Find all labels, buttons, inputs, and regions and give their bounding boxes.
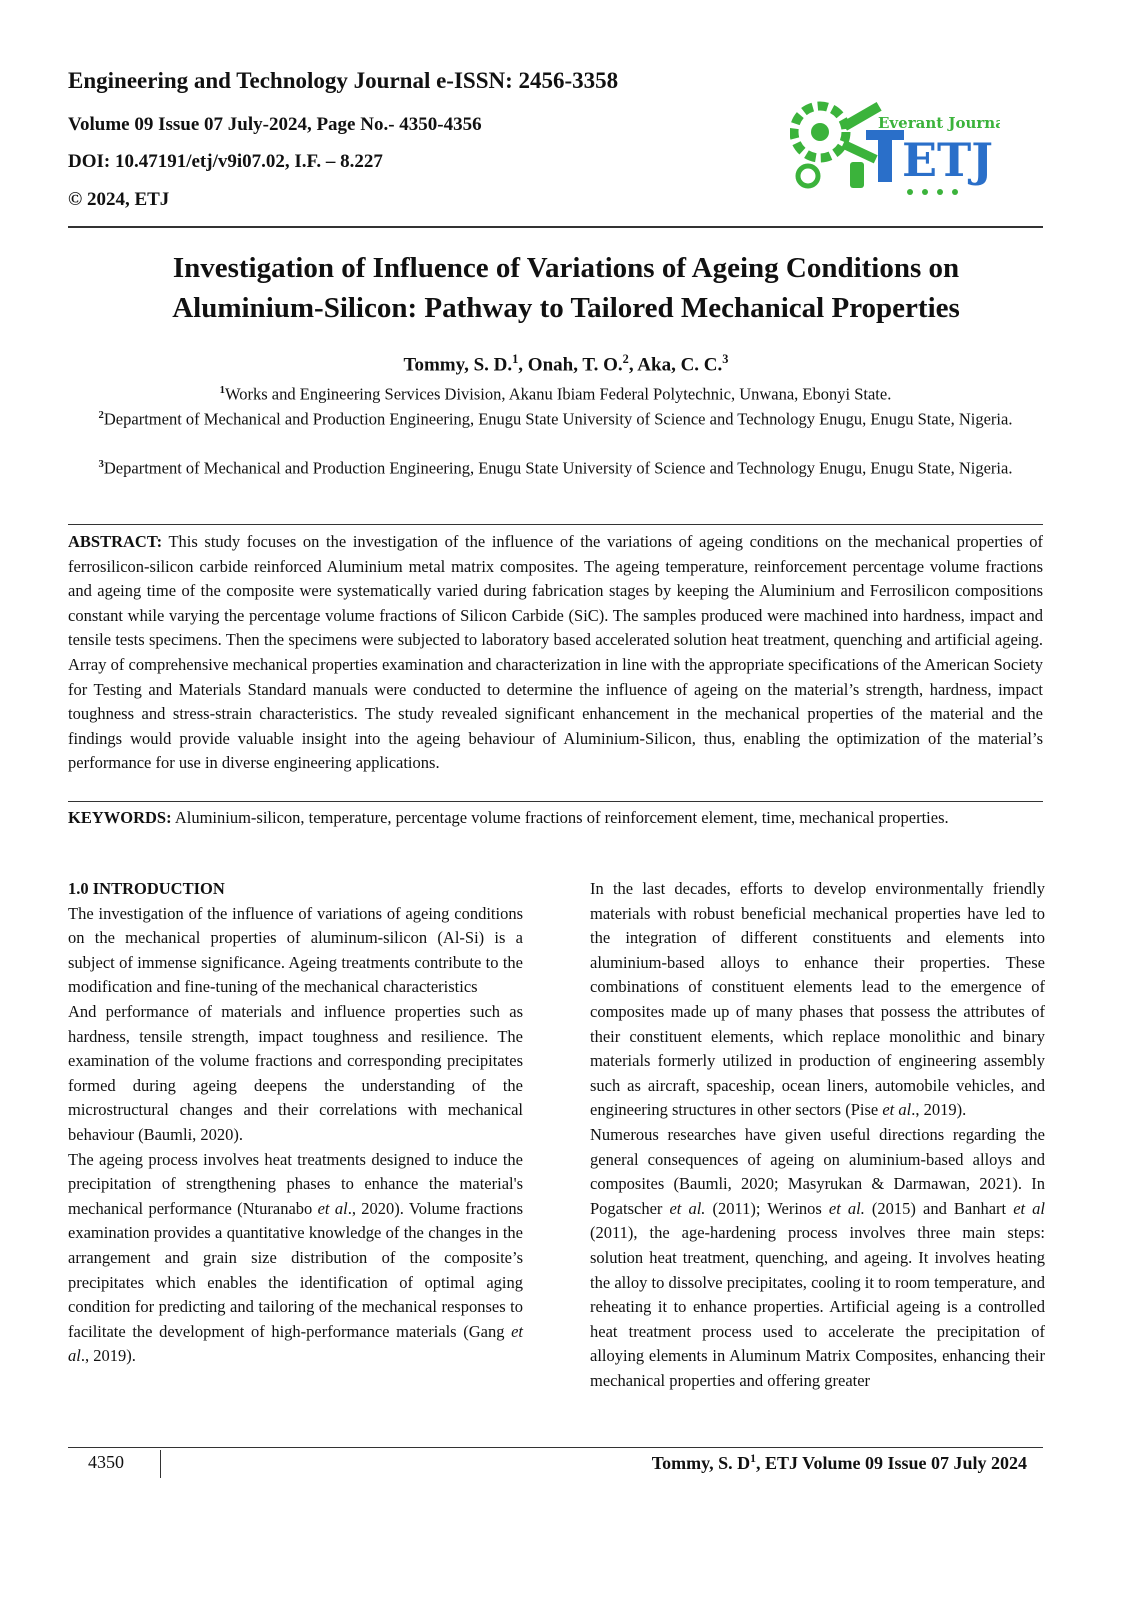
intro-r2-part-b: (2011); Werinos — [705, 1198, 829, 1218]
affiliation-1-sup: 1 — [219, 384, 226, 396]
intro-r2-part-c: (2015) and Banhart — [864, 1198, 1014, 1218]
intro-r2-etal-3: et al — [1013, 1198, 1046, 1218]
intro-r1-etal: et al — [882, 1100, 912, 1120]
abstract-text: This study focuses on the investigation of the influence of the variations of ageing conditions on the mechanical properties of ferrosilicon-silicon carbide reinforced Aluminium metal matrix composites. The ageing temperature, reinforcement percentage volume fractions and ageing time of the composite were systematically varied during fabrication stages by keeping the Aluminium and Ferrosilicon compositions constant while varying the percentage volume fractions of Silicon Carbide (SiC). The samples produced were machined into hardness, impact and tensile tests specimens. Then the specimens were subjected to laboratory based accelerated solution heat treatment, quenching and artificial ageing. Array of comprehensive mechanical properties examination and characterization in line with the appropriate specifications of the American Society for Testing and Materials Standard manuals were conducted to determine the influence of ageing on the material’s strength, hardness, impact toughness and stress-strain characteristics. The study revealed significant enhancement in the mechanical properties of the material and the findings would provide valuable insight into the ageing behaviour of Aluminium-Silicon, thus, enabling the optimization of the material’s performance for use in diverse engineering applications. — [68, 532, 1043, 773]
keywords — [68, 806, 1043, 831]
intro-r2-etal-1: et al. — [669, 1198, 706, 1218]
paper-title — [68, 248, 1064, 328]
affiliation-2-sup: 2 — [98, 409, 104, 421]
intro-p3-etal: et al — [317, 1198, 348, 1218]
doi-impact-factor: DOI: 10.47191/etj/v9i07.02, I.F. – 8.227 — [68, 151, 383, 172]
intro-p3-part-a: The ageing process involves heat treatments designed to induce the precipitation of strengthening phases to enhance the material's mechanical performance (Nturanabo — [68, 1149, 523, 1218]
intro-paragraph-3 — [68, 1148, 523, 1369]
footer-author-sup: 1 — [750, 1452, 756, 1465]
copyright: © 2024, ETJ — [68, 189, 170, 210]
affiliation-3-sup: 3 — [98, 458, 104, 470]
footer-author: Tommy, S. D — [651, 1453, 751, 1473]
intro-p3-part-c: ., 2019). — [80, 1346, 136, 1366]
affiliation-2-text: Department of Mechanical and Production Engineering, Enugu State University of Science and Technology Enugu, Enugu State, Nigeria. — [103, 409, 1013, 429]
keywords-text: Aluminium-silicon, temperature, percentage volume fractions of reinforcement element, time, mechanical properties. — [174, 808, 949, 827]
title-line-1: Investigation of Influence of Variations of Ageing Conditions on — [172, 252, 960, 284]
affiliation-3-text: Department of Mechanical and Production Engineering, Enugu State University of Science and Technology Enugu, Enugu State, Nigeria. — [103, 458, 1013, 478]
intro-paragraph-2: And performance of materials and influence properties such as hardness, tensile strength, impact toughness and resilience. The examination of the volume fractions and corresponding precipitates formed during ageing deepens the understanding of the microstructural changes and their correlations with mechanical behaviour (Baumli, 2020). — [68, 1001, 523, 1144]
author-1-sup: 1 — [512, 352, 519, 366]
abstract — [68, 530, 1043, 776]
author-list: Tommy, S. D.$^1$, Onah, T. O.$^2$, Aka, C. C.$^3$ — [403, 352, 729, 376]
author-3: Aka, C. C. — [637, 354, 723, 376]
intro-r2-part-a: Numerous researches have given useful directions regarding the general consequences of ageing on aluminium-based alloys and composites (Baumli, 2020; Masyrukan & Darmawan, 2021). In Pogatscher — [590, 1124, 1045, 1218]
volume-issue-pages: Volume 09 Issue 07 July-2024, Page No.- 4350-4356 — [68, 114, 482, 135]
affiliation-1-text: Works and Engineering Services Division, Akanu Ibiam Federal Polytechnic, Unwana, Ebonyi State. — [225, 384, 892, 404]
keywords-label: KEYWORDS: — [68, 808, 172, 827]
abstract-top-rule — [68, 524, 1043, 525]
logo-main-text: ETJ — [902, 133, 994, 187]
intro-r2-etal-2: et al. — [828, 1198, 865, 1218]
footer-rule — [68, 1447, 1043, 1448]
right-column — [590, 877, 1045, 1393]
affiliation-2 — [68, 403, 1043, 432]
intro-p3-etal-2: et al — [68, 1321, 523, 1366]
etj-logo — [790, 92, 1000, 202]
footer-divider — [160, 1450, 161, 1478]
intro-r2-part-d: (2011), the age-hardening process involves three main steps: solution heat treatment, quenching, and ageing. It involves heating the alloy to dissolve precipitates, cooling it to room temperature, and reheating it to enhance properties. Artificial ageing is a controlled heat treatment process used to accelerate the precipitation of alloying elements in Aluminum Matrix Composites, enhancing their mechanical properties and offering greater — [590, 1223, 1045, 1390]
author-2: Onah, T. O. — [527, 354, 623, 376]
intro-p3-part-b: ., 2020). Volume fractions examination provides a quantitative knowledge of the changes in the arrangement and grain size distribution of the composite’s precipitates which enables the identification of optimal aging condition for predicting and tailoring of the mechanical responses to facilitate the development of high-performance materials (Gang — [68, 1198, 523, 1341]
intro-right-paragraph-1 — [590, 877, 1045, 1123]
intro-r1-part-a: In the last decades, efforts to develop environmentally friendly materials with robust beneficial mechanical properties have led to the integration of different constituents and elements into aluminium-based alloys to enhance their properties. These combinations of constituent elements lead to the emergence of composites made up of many phases that possess the attributes of their constituent elements, which replace monolithic and binary materials formerly utilized in production of engineering assembly such as aircraft, spaceship, ocean liners, automobile vehicles, and engineering structures in other sectors (Pise — [590, 879, 1045, 1120]
abstract-label: ABSTRACT: — [68, 532, 163, 551]
title-line-2: Aluminium-Silicon: Pathway to Tailored Mechanical Properties — [172, 292, 960, 324]
section-heading-introduction: 1.0 INTRODUCTION — [68, 879, 225, 898]
footer-journal-issue: , ETJ Volume 09 Issue 07 July 2024 — [755, 1453, 1027, 1473]
keywords-top-rule — [68, 801, 1043, 802]
intro-right-paragraph-2 — [590, 1123, 1045, 1394]
intro-paragraph-1: The investigation of the influence of variations of ageing conditions on the mechanical properties of aluminum-silicon (Al-Si) is a subject of immense significance. Ageing treatments contribute to the modification and fine-tuning of the mechanical characteristics — [68, 903, 523, 997]
running-footer — [652, 1452, 1027, 1474]
page-number: 4350 — [88, 1452, 124, 1472]
author-1: Tommy, S. D. — [403, 354, 513, 376]
author-2-sup: 2 — [622, 352, 629, 366]
left-column — [68, 877, 523, 1369]
journal-name-issn: Engineering and Technology Journal e-ISSN: 2456-3358 — [68, 68, 619, 93]
header-rule — [68, 226, 1043, 228]
author-3-sup: 3 — [722, 352, 729, 366]
logo-top-text: Everant Journal — [878, 114, 1000, 132]
intro-r1-part-b: ., 2019). — [911, 1100, 967, 1120]
affiliation-3 — [68, 452, 1043, 481]
